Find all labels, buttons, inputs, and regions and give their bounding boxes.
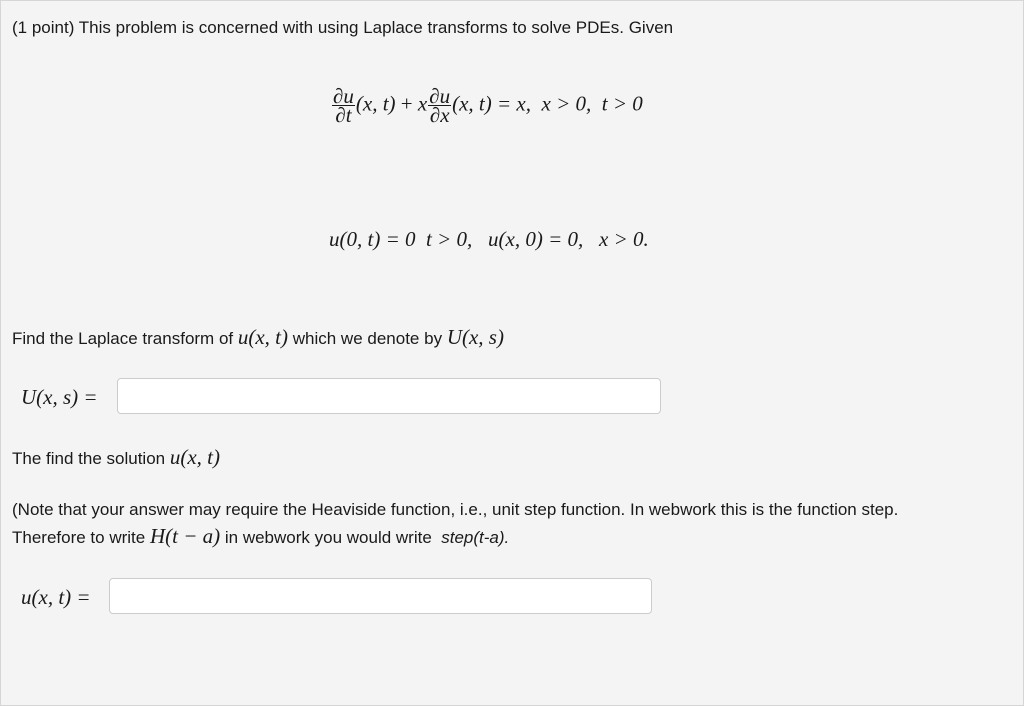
note-text-middle: in webwork you would write bbox=[224, 528, 432, 547]
note-line-1: (Note that your answer may require the Heaviside function, i.e., unit step function. In webwork this is the function step. bbox=[12, 500, 899, 519]
du-numerator: ∂u bbox=[333, 84, 354, 108]
note-text-before: Therefore to write bbox=[12, 528, 146, 547]
step-function-code: step(t-a). bbox=[441, 528, 510, 547]
pde-args-1: (x, t) bbox=[355, 91, 396, 116]
heaviside-symbol: H(t − a) bbox=[149, 524, 221, 548]
part1-U-symbol: U(x, s) bbox=[446, 325, 504, 349]
dx-denominator: ∂x bbox=[429, 103, 450, 127]
du-dx-fraction bbox=[428, 84, 451, 127]
note-line-2 bbox=[12, 525, 509, 549]
laplace-answer-label: U(x, s) = bbox=[21, 385, 98, 409]
x-coefficient: x bbox=[417, 91, 428, 116]
solution-answer-label: u(x, t) = bbox=[21, 585, 91, 609]
pde-condition-x: x > 0, bbox=[541, 91, 592, 116]
du-numerator-2: ∂u bbox=[429, 84, 451, 108]
pde-condition-t: t > 0 bbox=[601, 91, 643, 116]
initial-condition-range: x > 0. bbox=[599, 227, 649, 251]
du-dt-fraction bbox=[332, 84, 355, 127]
pde-args-2: (x, t) bbox=[452, 91, 492, 116]
boundary-conditions bbox=[329, 227, 649, 252]
part2-prompt-text: The find the solution bbox=[12, 449, 166, 468]
dt-denominator: ∂t bbox=[335, 103, 352, 127]
pde-equation bbox=[331, 84, 643, 127]
part2-u-symbol: u(x, t) bbox=[169, 445, 220, 469]
part1-prompt bbox=[12, 326, 504, 350]
part2-prompt bbox=[12, 446, 220, 470]
laplace-answer-input[interactable] bbox=[117, 378, 661, 414]
pde-rhs: = x, bbox=[497, 91, 532, 116]
intro-text: This problem is concerned with using Laplace transforms to solve PDEs. Given bbox=[78, 18, 674, 37]
part1-u-symbol: u(x, t) bbox=[237, 325, 289, 349]
initial-condition: u(x, 0) = 0, bbox=[488, 227, 584, 251]
boundary-condition-range: t > 0, bbox=[426, 227, 473, 251]
solution-answer-input[interactable] bbox=[109, 578, 652, 614]
boundary-condition: u(0, t) = 0 bbox=[329, 227, 416, 251]
part1-prompt-text: Find the Laplace transform of bbox=[12, 329, 234, 348]
part1-prompt-middle: which we denote by bbox=[292, 329, 443, 348]
points-label: (1 point) bbox=[12, 18, 75, 37]
problem-statement bbox=[12, 17, 673, 39]
plus-sign: + bbox=[400, 91, 413, 116]
